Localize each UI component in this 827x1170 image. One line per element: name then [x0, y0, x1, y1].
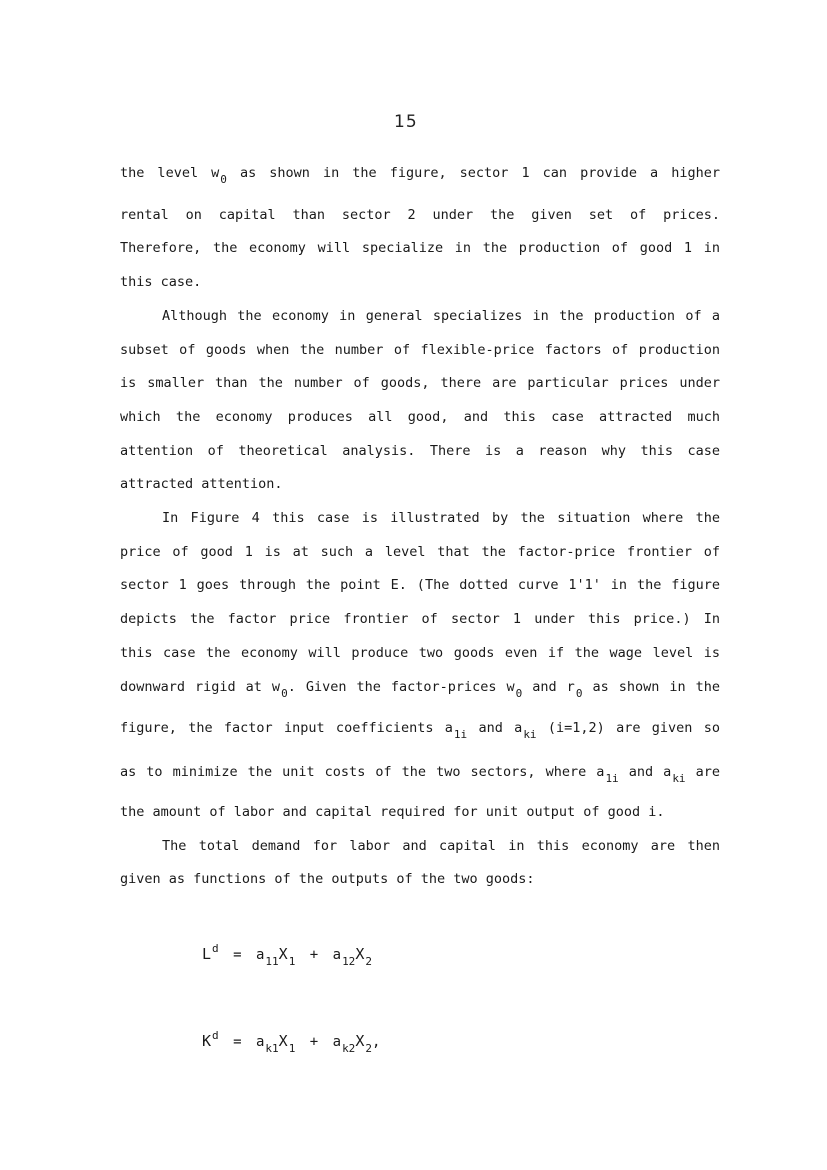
- paragraph-line: rental on capital than sector 2 under the given set of prices.: [120, 207, 720, 223]
- eq-term: X: [278, 1032, 288, 1050]
- paragraph-line: Therefore, the economy will specialize in the production of good 1 in: [120, 240, 720, 256]
- paragraph-line: [120, 763, 720, 785]
- subscript: 0: [515, 687, 523, 700]
- text-segment: and a: [467, 720, 523, 736]
- paragraph-line: the amount of labor and capital required for unit output of good i.: [120, 804, 665, 820]
- paragraph-line: depicts the factor price frontier of sector 1 under this price.) In: [120, 611, 720, 627]
- eq-term: X: [355, 1032, 365, 1050]
- paragraph-line: which the economy produces all good, and this case attracted much: [120, 409, 720, 425]
- eq-term: X: [278, 945, 288, 963]
- equation-labor-demand: [202, 944, 372, 966]
- subscript: 0: [575, 687, 583, 700]
- subscript: k2: [342, 1042, 356, 1055]
- text-segment: downward rigid at w: [120, 679, 281, 695]
- eq-term: a: [332, 1034, 342, 1050]
- paragraph-line: given as functions of the outputs of the two goods:: [120, 871, 535, 887]
- subscript: ki: [523, 728, 537, 741]
- text-segment: and r: [522, 679, 575, 695]
- paragraph-line: is smaller than the number of goods, there are particular prices under: [120, 375, 720, 391]
- text-segment: . Given the factor-prices w: [287, 679, 515, 695]
- subscript: ki: [672, 772, 686, 785]
- subscript: 1: [288, 1042, 296, 1055]
- eq-term: X: [355, 945, 365, 963]
- eq-term: a: [255, 947, 265, 963]
- subscript: 1i: [605, 772, 619, 785]
- paragraph-line: this case.: [120, 274, 202, 290]
- text-segment: as shown in the figure, sector 1 can provide a higher: [239, 165, 720, 181]
- paragraph-line: [120, 678, 720, 700]
- paragraph-line: [120, 164, 720, 186]
- eq-tail: ,: [371, 1034, 381, 1050]
- eq-equals: =: [233, 947, 242, 963]
- paragraph-line: attracted attention.: [120, 476, 283, 492]
- subscript: 1: [288, 955, 296, 968]
- text-segment: figure, the factor input coefficients a: [120, 720, 453, 736]
- page-number: 15: [394, 112, 418, 132]
- paragraph-line: attention of theoretical analysis. There is a reason why this case: [120, 443, 720, 459]
- subscript: 0: [220, 173, 227, 186]
- paragraph-line: sector 1 goes through the point E. (The dotted curve 1'1' in the figure: [120, 577, 720, 593]
- eq-plus: +: [309, 1034, 319, 1050]
- equation-capital-demand: [202, 1031, 380, 1053]
- eq-term: a: [332, 947, 342, 963]
- eq-term: a: [255, 1034, 265, 1050]
- paragraph-line: subset of goods when the number of flexible-price factors of production: [120, 342, 720, 358]
- text-segment: (i=1,2) are given so: [536, 720, 720, 736]
- superscript: d: [212, 942, 219, 955]
- superscript: d: [212, 1029, 219, 1042]
- subscript: 2: [365, 955, 372, 968]
- paragraph-line: price of good 1 is at such a level that the factor-price frontier of: [120, 544, 720, 560]
- paragraph-line: In Figure 4 this case is illustrated by the situation where the: [162, 510, 720, 526]
- text-segment: as shown in the: [582, 679, 720, 695]
- paragraph-line: this case the economy will produce two goods even if the wage level is: [120, 645, 720, 661]
- text-segment: are: [685, 764, 720, 780]
- paragraph-line: The total demand for labor and capital in this economy are then: [162, 838, 720, 854]
- eq-equals: =: [233, 1034, 242, 1050]
- eq-lhs: K: [202, 1032, 212, 1050]
- subscript: 1i: [453, 728, 468, 741]
- subscript: k1: [265, 1042, 279, 1055]
- subscript: 0: [281, 687, 288, 700]
- subscript: 2: [365, 1042, 372, 1055]
- eq-lhs: L: [202, 945, 212, 963]
- eq-plus: +: [309, 947, 319, 963]
- paragraph-line: [120, 719, 720, 741]
- paragraph-line: Although the economy in general specializes in the production of a: [162, 308, 720, 324]
- text-segment: the level w: [120, 165, 220, 181]
- text-segment: as to minimize the unit costs of the two sectors, where a: [120, 764, 605, 780]
- subscript: 11: [265, 955, 279, 968]
- text-segment: and a: [618, 764, 672, 780]
- subscript: 12: [342, 955, 356, 968]
